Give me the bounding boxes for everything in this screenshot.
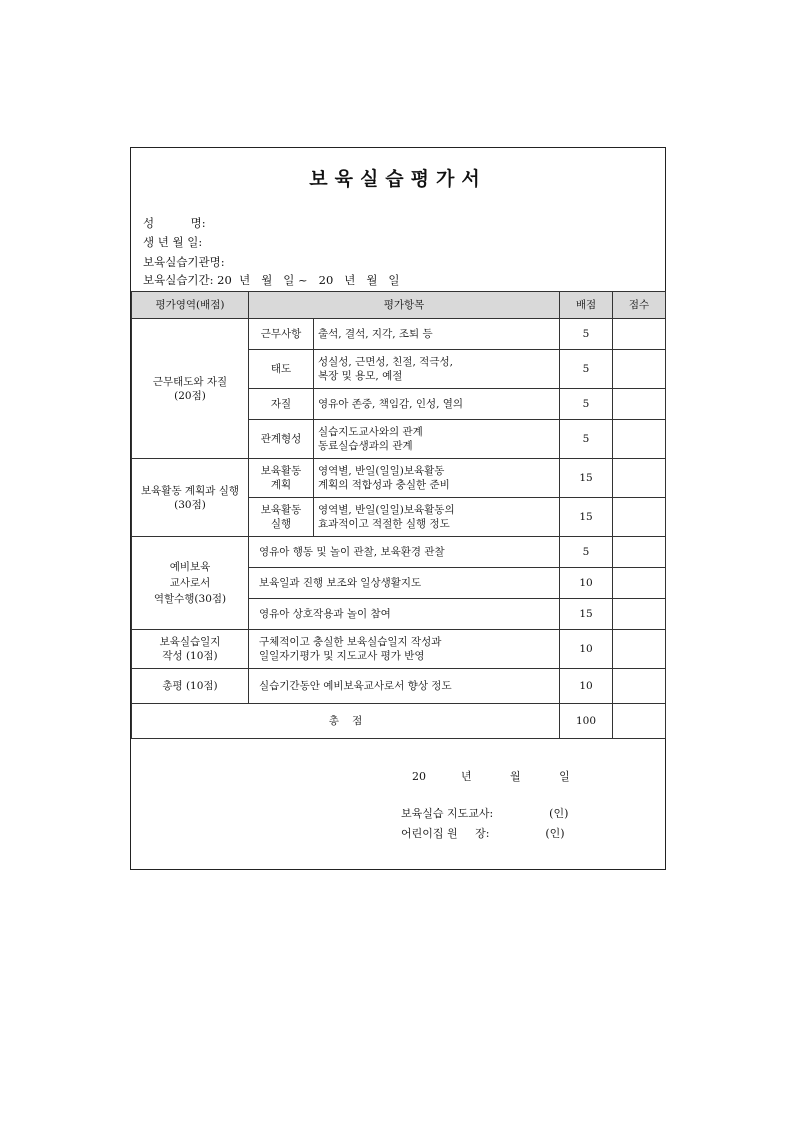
points: 15 xyxy=(560,459,613,498)
birthdate-field: 생 년 월 일: xyxy=(143,235,203,249)
table-row xyxy=(132,537,666,568)
area-role: 예비보육 교사로서 역할수행(30점) xyxy=(132,537,249,630)
director-signature: 어린이집 원 장: (인) xyxy=(401,827,565,840)
area-journal: 보육실습일지 작성 (10점) xyxy=(132,630,249,669)
evaluation-table xyxy=(131,291,666,739)
points: 15 xyxy=(560,599,613,630)
sub-item: 보육활동 실행 xyxy=(249,498,314,537)
total-points: 100 xyxy=(560,704,613,739)
table-row xyxy=(132,319,666,350)
table-header-row xyxy=(132,292,666,319)
item-desc: 영유아 존중, 책임감, 인성, 열의 xyxy=(314,389,560,420)
sub-item: 근무사항 xyxy=(249,319,314,350)
supervisor-signature: 보육실습 지도교사: (인) xyxy=(401,807,569,820)
table-row xyxy=(132,630,666,669)
points: 10 xyxy=(560,669,613,704)
area-activity: 보육활동 계획과 실행 (30점) xyxy=(132,459,249,537)
points: 5 xyxy=(560,350,613,389)
item-desc: 성실성, 근면성, 친절, 적극성, 복장 및 용모, 예절 xyxy=(314,350,560,389)
item-desc: 실습기간동안 예비보육교사로서 향상 정도 xyxy=(249,669,560,704)
name-field: 성 명: xyxy=(143,216,206,230)
score-cell[interactable] xyxy=(613,630,666,669)
score-cell[interactable] xyxy=(613,459,666,498)
item-desc: 구체적이고 충실한 보육실습일지 작성과 일일자기평가 및 지도교사 평가 반영 xyxy=(249,630,560,669)
area-overall: 총평 (10점) xyxy=(132,669,249,704)
points: 5 xyxy=(560,389,613,420)
header-allotted: 배점 xyxy=(560,292,613,319)
points: 5 xyxy=(560,420,613,459)
item-desc: 보육일과 진행 보조와 일상생활지도 xyxy=(249,568,560,599)
item-desc: 출석, 결석, 지각, 조퇴 등 xyxy=(314,319,560,350)
score-cell[interactable] xyxy=(613,669,666,704)
sub-item: 태도 xyxy=(249,350,314,389)
score-cell[interactable] xyxy=(613,568,666,599)
period-field: 보육실습기간: 20 년 월 일 ~ 20 년 월 일 xyxy=(143,273,400,287)
form-title: 보육실습평가서 xyxy=(309,168,487,190)
signature-area xyxy=(131,738,665,868)
points: 5 xyxy=(560,319,613,350)
total-label: 총 점 xyxy=(132,704,560,739)
header-area: 평가영역(배점) xyxy=(132,292,249,319)
score-cell[interactable] xyxy=(613,319,666,350)
date-line: 20 년 월 일 xyxy=(412,770,570,783)
score-cell[interactable] xyxy=(613,389,666,420)
header-score: 점수 xyxy=(613,292,666,319)
item-desc: 영역별, 반일(일일)보육활동의 효과적이고 적절한 실행 정도 xyxy=(314,498,560,537)
item-desc: 실습지도교사와의 관계 동료실습생과의 관계 xyxy=(314,420,560,459)
table-row xyxy=(132,669,666,704)
sub-item: 자질 xyxy=(249,389,314,420)
area-attitude: 근무태도와 자질 (20점) xyxy=(132,319,249,459)
table-row xyxy=(132,459,666,498)
score-cell[interactable] xyxy=(613,537,666,568)
points: 5 xyxy=(560,537,613,568)
item-desc: 영역별, 반일(일일)보육활동 계획의 적합성과 충실한 준비 xyxy=(314,459,560,498)
points: 15 xyxy=(560,498,613,537)
header-items: 평가항목 xyxy=(249,292,560,319)
institution-field: 보육실습기관명: xyxy=(143,255,225,269)
item-desc: 영유아 상호작용과 놀이 참여 xyxy=(249,599,560,630)
item-desc: 영유아 행동 및 놀이 관찰, 보육환경 관찰 xyxy=(249,537,560,568)
total-row xyxy=(132,704,666,739)
score-cell[interactable] xyxy=(613,420,666,459)
sub-item: 관계형성 xyxy=(249,420,314,459)
sub-item: 보육활동 계획 xyxy=(249,459,314,498)
total-score-cell[interactable] xyxy=(613,704,666,739)
score-cell[interactable] xyxy=(613,350,666,389)
points: 10 xyxy=(560,630,613,669)
score-cell[interactable] xyxy=(613,498,666,537)
score-cell[interactable] xyxy=(613,599,666,630)
points: 10 xyxy=(560,568,613,599)
evaluation-form xyxy=(130,147,666,870)
